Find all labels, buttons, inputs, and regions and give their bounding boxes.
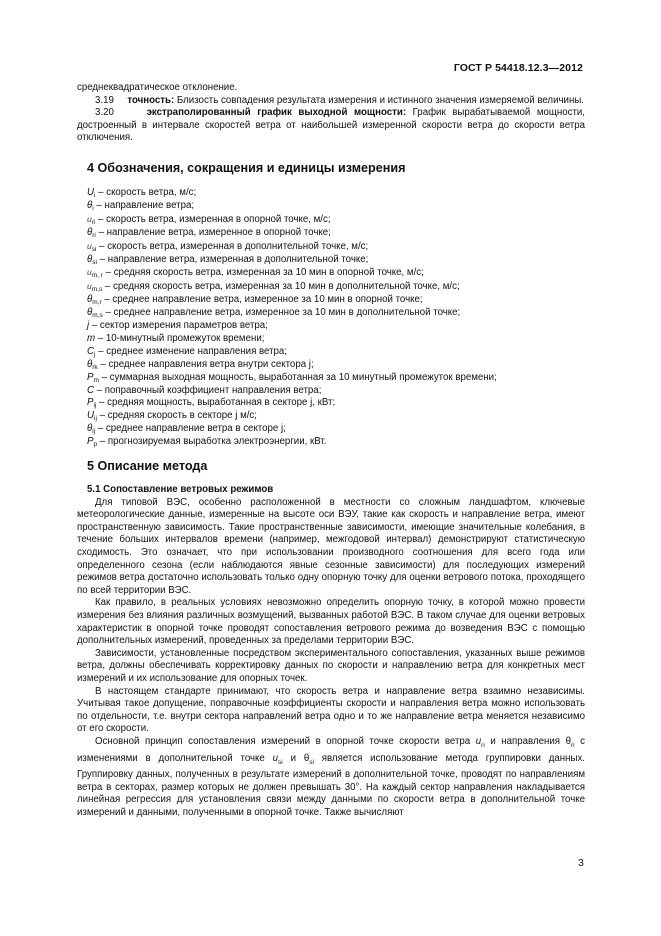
symbol-item: [87, 436, 585, 449]
paragraph: Как правило, в реальных условиях невозможно определить опорную точку, в которой можно провести измерения без влияния различных возмущений, вызванных работой ВЭС. В таком случае для оценки ветровых характеристик в опорной точке проводят сопоставления ветрового режима до возведения ВЭС с помощью дополнительных измерений, проведенных за пределами территории ВЭС.: [77, 597, 585, 647]
symbol-subscript: rk: [92, 363, 98, 371]
symbol-description: – 10-минутный промежуток времени;: [95, 332, 265, 344]
symbol-description: – суммарная выходная мощность, выработанная за 10 минутный промежуток времени;: [98, 371, 497, 383]
symbol-description: – скорость ветра, м/с;: [95, 186, 197, 198]
symbol-description: – прогнозируемая выработка электроэнергии, кВт.: [97, 436, 327, 448]
symbol: m: [87, 332, 96, 344]
symbol: u: [87, 267, 92, 278]
symbol-item: [87, 254, 585, 267]
symbol-subscript: i: [92, 204, 94, 212]
paragraph: В настоящем стандарте принимают, что скорость ветра и направление ветра взаимно независимы. Учитывая такое допущение, поправочные коэффициенты скорости и направления ветра можно использовать по отдельности, т.е. внутри сектора направлений ветра одно и то же направление ветра меняется независимо от его скорости.: [77, 685, 585, 735]
symbol: U: [87, 410, 94, 422]
page-number: 3: [578, 857, 584, 869]
symbol: C: [87, 384, 94, 396]
document-header: ГОСТ Р 54418.12.3—2012: [453, 62, 583, 74]
paragraph: Для типовой ВЭС, особенно расположенной в местности со сложным ландшафтом, ключевые метеорологические данные, измеренные на высоте оси ВЭУ, такие как скорость и направление ветра, имеют пространственную зависимость. Такие пространственные зависимости, имеющие значительные колебания, в течение больших интервалов времени (например, межгодовой интервал) демонстрируют статистическую сходимость. Это означает, что при использовании производного соотношения для всего года или определенного сезона (если наблюдаются явные сезонные зависимости) для последующих измерений режимов ветра достаточно использовать только одну опорную точку для оценки ветрового потока, проходящего по всей территории ВЭС.: [77, 496, 585, 596]
symbol-item: [87, 397, 585, 410]
symbol-subscript: m,s: [92, 312, 103, 320]
symbol-description: – среднее направление ветра, измеренное за 10 мин в дополнительной точке;: [102, 307, 461, 319]
symbol: u: [87, 213, 92, 224]
symbol-subscript: ri: [91, 218, 96, 226]
symbol-item: [87, 227, 585, 240]
section-4-heading: 4 Обозначения, сокращения и единицы измерения: [87, 160, 406, 175]
intro-continuation: среднеквадратическое отклонение.: [77, 82, 238, 93]
symbol-item: [87, 410, 585, 423]
section-5-heading: 5 Описание метода: [87, 459, 208, 474]
symbol-description: – среднее изменение направления ветра;: [95, 345, 288, 357]
symbol: P: [87, 371, 94, 383]
subsection-5-1-heading: 5.1 Сопоставление ветровых режимов: [87, 484, 274, 496]
symbol: θ: [87, 253, 93, 265]
symbol-item: [87, 240, 585, 254]
symbol-item: [87, 213, 585, 227]
symbol-description: – среднее направление ветра, измеренное за 10 мин в опорной точке;: [101, 294, 423, 306]
term-number: 3.20: [95, 107, 114, 119]
symbol-subscript: ij: [94, 415, 97, 423]
symbol-subscript: m,s: [91, 286, 103, 294]
paragraph: Зависимости, установленные посредством экспериментального сопоставления, указанных выше режимов ветра, должны обеспечивать корректировку данных по скорости и направлению ветра для конкретных мест измерений и их использование для опорных точек.: [77, 647, 585, 684]
symbol-subscript: ij: [92, 428, 96, 436]
symbol-subscript: j: [94, 350, 96, 358]
symbols-list: [87, 187, 585, 449]
symbol-description: – направление ветра, измеренное в опорной точке;: [95, 226, 331, 238]
symbol: θ: [87, 294, 93, 306]
symbol-subscript: i: [94, 191, 96, 199]
symbol-item: [87, 333, 585, 346]
symbol: P: [87, 397, 94, 409]
symbol-description: – поправочный коэффициент направления ветра;: [94, 384, 322, 396]
symbol-item: [87, 187, 585, 200]
symbol-description: – средняя скорость в секторе j м/с;: [96, 410, 257, 422]
symbol-item: [87, 320, 585, 333]
symbol-item: [87, 307, 585, 320]
symbol-item: [87, 200, 585, 213]
symbol-description: – средняя скорость ветра, измеренная за 10 мин в опорной точке, м/с;: [102, 267, 424, 279]
symbol-subscript: si: [92, 258, 97, 266]
symbol-item: [87, 385, 585, 398]
symbol: j: [87, 320, 90, 332]
symbol-description: – скорость ветра, измеренная в дополнительной точке, м/с;: [96, 240, 369, 252]
symbol: θ: [87, 226, 93, 238]
symbol-description: – сектор измерения параметров ветра;: [89, 320, 268, 332]
symbol: C: [87, 345, 94, 357]
symbol: P: [87, 436, 94, 448]
symbol: θ: [87, 423, 93, 435]
symbol-subscript: m: [93, 376, 99, 384]
symbol-subscript: m, r: [91, 272, 103, 280]
symbol-item: [87, 346, 585, 359]
symbol-subscript: ij: [93, 402, 97, 410]
symbol: θ: [87, 358, 93, 370]
symbol-item: [87, 266, 585, 280]
symbol-description: – скорость ветра, измеренная в опорной точке, м/с;: [95, 213, 331, 225]
page-content: [77, 82, 585, 819]
symbol: U: [87, 186, 94, 198]
term-title: точность:: [127, 94, 175, 106]
symbol: θ: [87, 307, 93, 319]
symbol-subscript: m,r: [92, 299, 102, 307]
term-definition: График вырабатываемой мощности, достроенный в интервале скоростей ветра от наибольшей измеренной скорости ветра до скорости ветра отключения.: [77, 107, 585, 144]
symbol-item: [87, 372, 585, 385]
paragraph: Основной принцип сопоставления измерений в опорной точке скорости ветра $u_{ri}$ и направления $\theta_{ri}$ с изменениями в дополнительной точке $u_{si}$ и $\theta_{si}$ является использование метода группировки данных. Группировку данных, полученных в результате измерений в дополнительной точке, проводят по направлениям ветра в секторах, размер которых не должен превышать 30°. На каждый сектор направления накладывается линейная регрессия для установления связи между данными по скорости ветра в дополнительной точке измерений и данными, полученными в опорной точке. Также вычисляют: [77, 735, 585, 818]
symbol-subscript: p: [93, 441, 98, 449]
symbol-description: – среднее направления ветра внутри сектора j;: [97, 358, 314, 370]
symbol-description: – средняя мощность, выработанная в секторе j, кВт;: [96, 397, 336, 409]
symbol-item: [87, 423, 585, 436]
symbol-description: – средняя скорость ветра, измеренная за 10 мин в дополнительной точке, м/с;: [102, 281, 460, 293]
symbol: θ: [87, 199, 93, 211]
term-3-20: [77, 107, 585, 145]
symbol-item: [87, 280, 585, 294]
symbol-subscript: ri: [92, 231, 96, 239]
symbol-subscript: si: [91, 245, 97, 253]
symbol: u: [87, 281, 92, 292]
symbol-item: [87, 359, 585, 372]
symbol-description: – направление ветра, измеренная в дополнительной точке;: [96, 253, 369, 265]
symbol-description: – направление ветра;: [93, 199, 195, 211]
term-number: 3.19: [95, 94, 114, 106]
term-3-19: [77, 95, 585, 108]
symbol-description: – среднее направление ветра в секторе j;: [95, 423, 286, 435]
term-definition: Близость совпадения результата измерения и истинного значения измеряемой величины.: [176, 94, 584, 106]
symbol: u: [87, 240, 92, 251]
symbol-item: [87, 294, 585, 307]
term-title: экстраполированный график выходной мощности:: [146, 107, 407, 119]
